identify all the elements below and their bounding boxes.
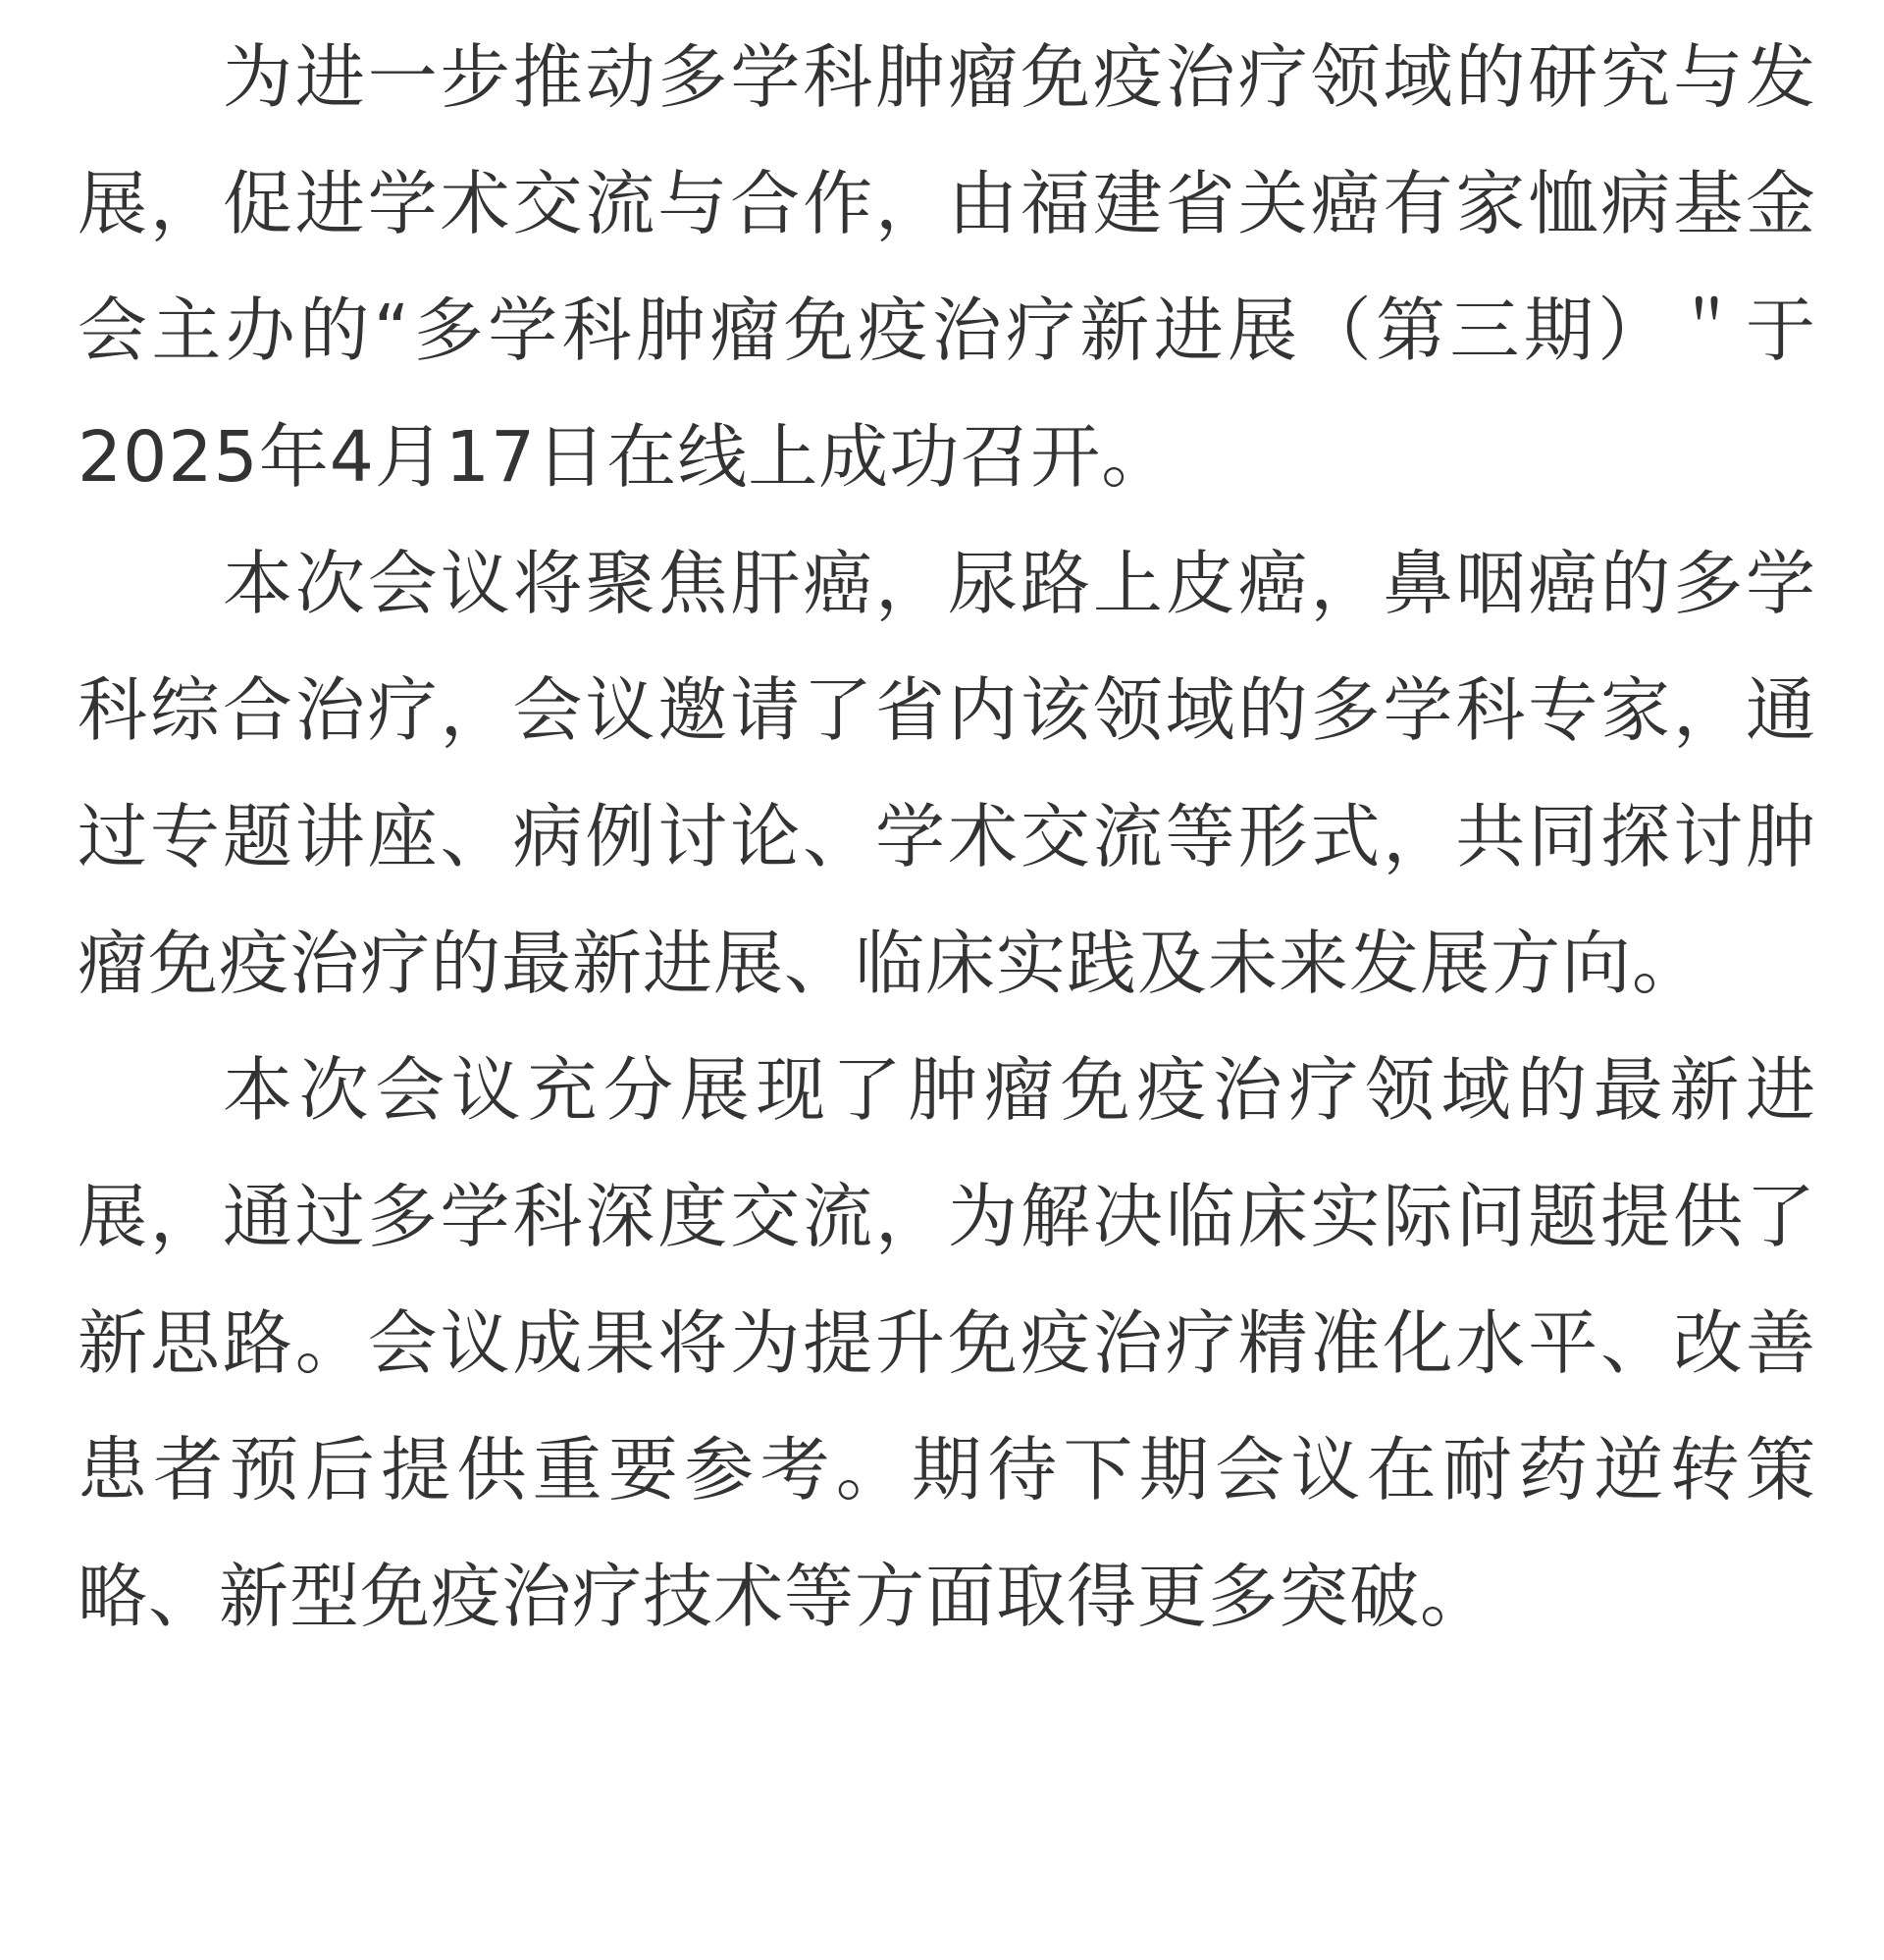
paragraph-focus (78, 520, 1816, 1027)
text-line: 2025年4月17日在线上成功召开。 (78, 416, 1173, 498)
paragraph-intro (78, 14, 1816, 520)
text-line: 本次会议将聚焦肝癌，尿路上皮癌，鼻咽癌的多学 (223, 543, 1816, 624)
text-line: 新思路。会议成果将为提升免疫治疗精准化水平、改善 (78, 1302, 1816, 1384)
article-body (78, 14, 1816, 1660)
text-line: 略、新型免疫治疗技术等方面取得更多突破。 (78, 1556, 1492, 1637)
text-line: 展，促进学术交流与合作，由福建省关癌有家恤病基金 (78, 163, 1816, 244)
text-line: 本次会议充分展现了肿瘤免疫治疗领域的最新进 (223, 1049, 1816, 1131)
text-line: 会主办的“多学科肿瘤免疫治疗新进展（第三期）＂于 (78, 290, 1816, 371)
text-line: 瘤免疫治疗的最新进展、临床实践及未来发展方向。 (78, 923, 1703, 1004)
text-line: 过专题讲座、病例讨论、学术交流等形式，共同探讨肿 (78, 796, 1816, 877)
paragraph-summary (78, 1027, 1816, 1660)
text-line: 患者预后提供重要参考。期待下期会议在耐药逆转策 (78, 1429, 1816, 1510)
text-line: 为进一步推动多学科肿瘤免疫治疗领域的研究与发 (223, 36, 1816, 118)
text-line: 科综合治疗，会议邀请了省内该领域的多学科专家，通 (78, 669, 1816, 751)
text-line: 展，通过多学科深度交流，为解决临床实际问题提供了 (78, 1176, 1816, 1257)
